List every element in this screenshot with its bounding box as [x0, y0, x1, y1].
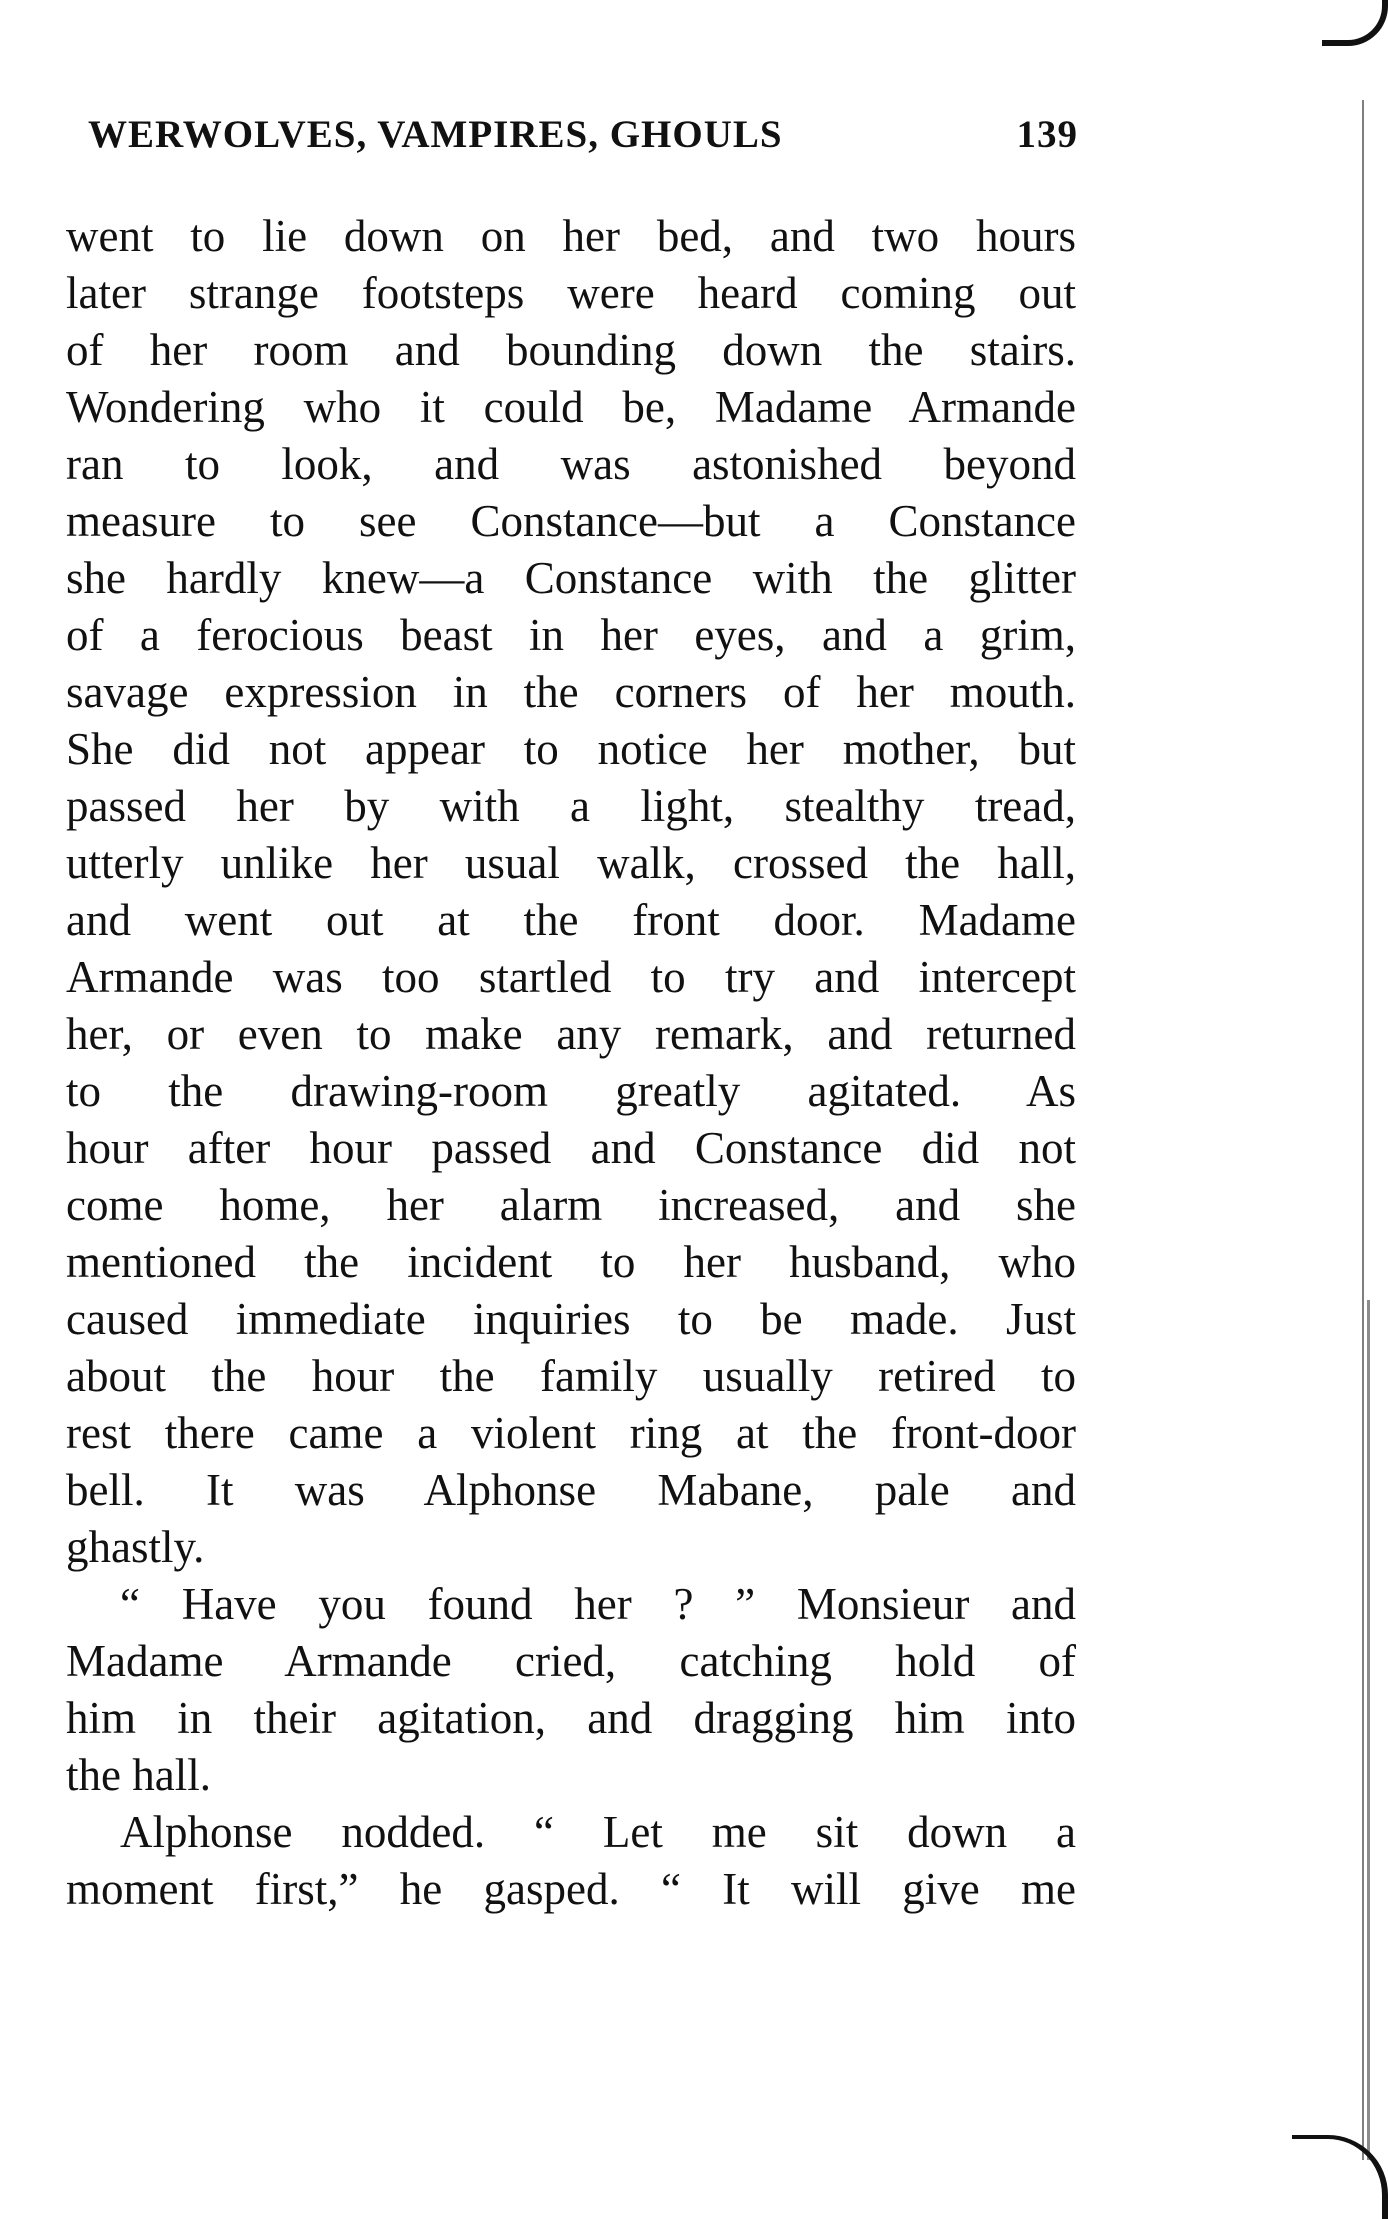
text-line: utterly unlike her usual walk, crossed the hall,: [66, 838, 1076, 888]
text-line: Alphonse nodded. “ Let me sit down a: [120, 1807, 1076, 1857]
text-line: measure to see Constance—but a Constance: [66, 496, 1076, 546]
text-line: about the hour the family usually retired to: [66, 1351, 1076, 1401]
page-corner-top: [1322, 0, 1388, 46]
text-line: passed her by with a light, stealthy tread,: [66, 781, 1076, 831]
text-line: Wondering who it could be, Madame Armande: [66, 382, 1076, 432]
text-line: “ Have you found her ? ” Monsieur and: [120, 1579, 1076, 1629]
text-line: hour after hour passed and Constance did not: [66, 1123, 1076, 1173]
running-header: [88, 112, 1078, 172]
text-line: ghastly.: [66, 1522, 205, 1572]
text-line: Madame Armande cried, catching hold of: [66, 1636, 1076, 1686]
page-edge-shadow: [1367, 1300, 1380, 2160]
text-line: savage expression in the corners of her mouth.: [66, 667, 1076, 717]
body-text: [66, 208, 1076, 1918]
text-line: went to lie down on her bed, and two hours: [66, 211, 1076, 261]
text-line: mentioned the incident to her husband, who: [66, 1237, 1076, 1287]
text-line: later strange footsteps were heard coming out: [66, 268, 1076, 318]
text-line: she hardly knew—a Constance with the glitter: [66, 553, 1076, 603]
text-line: She did not appear to notice her mother, but: [66, 724, 1076, 774]
text-line: of her room and bounding down the stairs.: [66, 325, 1076, 375]
text-line: caused immediate inquiries to be made. Just: [66, 1294, 1076, 1344]
text-line: come home, her alarm increased, and she: [66, 1180, 1076, 1230]
text-line: and went out at the front door. Madame: [66, 895, 1076, 945]
text-line: him in their agitation, and dragging him into: [66, 1693, 1076, 1743]
text-line: ran to look, and was astonished beyond: [66, 439, 1076, 489]
text-line: rest there came a violent ring at the front-door: [66, 1408, 1076, 1458]
text-line: to the drawing-room greatly agitated. As: [66, 1066, 1076, 1116]
page-number: 139: [1016, 113, 1078, 156]
text-line: moment first,” he gasped. “ It will give me: [66, 1864, 1076, 1914]
text-line: Armande was too startled to try and intercept: [66, 952, 1076, 1002]
text-line: the hall.: [66, 1750, 211, 1800]
text-line: bell. It was Alphonse Mabane, pale and: [66, 1465, 1076, 1515]
running-title: WERWOLVES, VAMPIRES, GHOULS: [88, 113, 783, 156]
text-line: her, or even to make any remark, and returned: [66, 1009, 1076, 1059]
text-line: of a ferocious beast in her eyes, and a grim,: [66, 610, 1076, 660]
